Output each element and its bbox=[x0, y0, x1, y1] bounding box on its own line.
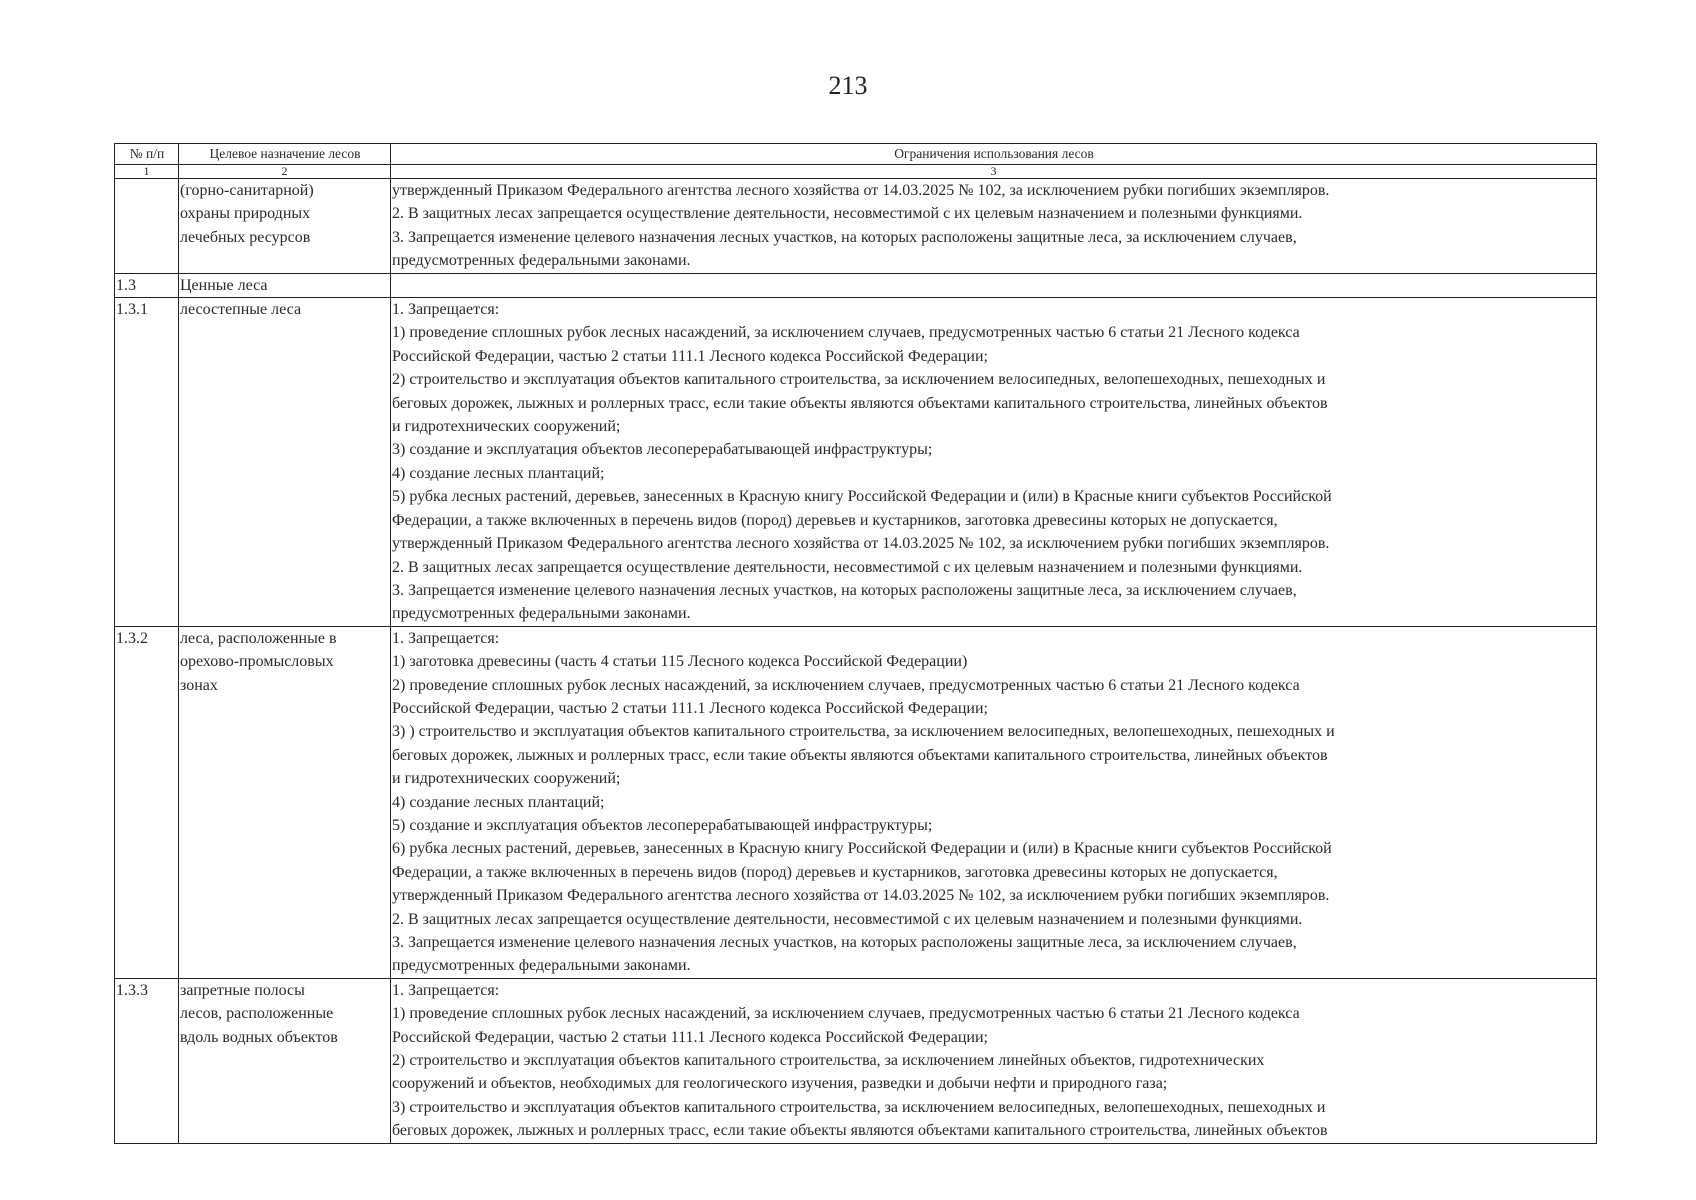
restriction-line: 1. Запрещается: bbox=[392, 301, 500, 319]
restriction-line: Российской Федерации, частью 2 статьи 111.1 Лесного кодекса Российской Федерации; bbox=[392, 699, 988, 717]
forest-purpose-cell bbox=[179, 978, 391, 1143]
restrictions-cell bbox=[391, 978, 1597, 1143]
restriction-line: утвержденный Приказом Федерального агентства лесного хозяйства от 14.03.2025 № 102, за исключением рубки погибших экземпляров. bbox=[392, 535, 1330, 553]
restriction-line: 2. В защитных лесах запрещается осуществление деятельности, несовместимой с их целевым назначением и полезными функциями. bbox=[392, 205, 1303, 223]
column-number: 1 bbox=[115, 165, 179, 179]
forest-purpose-line: Ценные леса bbox=[180, 276, 268, 294]
restriction-line: 5) рубка лесных растений, деревьев, занесенных в Красную книгу Российской Федерации и (или) в Красные книги субъектов Российской bbox=[392, 488, 1332, 506]
table-row bbox=[115, 626, 1597, 978]
header-number: № п/п bbox=[115, 144, 179, 165]
restriction-line: предусмотренных федеральными законами. bbox=[392, 957, 691, 975]
column-number: 2 bbox=[179, 165, 391, 179]
header-purpose: Целевое назначение лесов bbox=[179, 144, 391, 165]
restriction-line: и гидротехнических сооружений; bbox=[392, 770, 621, 788]
table-row bbox=[115, 273, 1597, 297]
forest-purpose-cell bbox=[179, 273, 391, 297]
restrictions-cell bbox=[391, 273, 1597, 297]
row-number bbox=[115, 179, 179, 274]
forest-purpose-cell bbox=[179, 179, 391, 274]
restrictions-cell bbox=[391, 626, 1597, 978]
forest-purpose-line: лечебных ресурсов bbox=[180, 228, 311, 246]
table-row bbox=[115, 978, 1597, 1143]
restriction-line: 2) строительство и эксплуатация объектов капитального строительства, за исключением велосипедных, велопешеходных, пешеходных и bbox=[392, 371, 1326, 389]
restriction-line: 1) проведение сплошных рубок лесных насаждений, за исключением случаев, предусмотренных частью 6 статьи 21 Лесного кодекса bbox=[392, 324, 1300, 342]
restriction-line: 3) ) строительство и эксплуатация объектов капитального строительства, за исключением велосипедных, велопешеходных, пешеходных и bbox=[392, 723, 1335, 741]
restriction-line: предусмотренных федеральными законами. bbox=[392, 252, 691, 270]
row-number: 1.3.3 bbox=[115, 978, 179, 1143]
restriction-line: 1) заготовка древесины (часть 4 статьи 115 Лесного кодекса Российской Федерации) bbox=[392, 653, 968, 671]
forest-purpose-line: зонах bbox=[180, 676, 218, 694]
restriction-line: 2. В защитных лесах запрещается осуществление деятельности, несовместимой с их целевым назначением и полезными функциями. bbox=[392, 910, 1303, 928]
page-number: 213 bbox=[828, 71, 868, 100]
column-numbers-row bbox=[115, 165, 1597, 179]
restriction-line: 6) рубка лесных растений, деревьев, занесенных в Красную книгу Российской Федерации и (или) в Красные книги субъектов Российской bbox=[392, 840, 1332, 858]
restriction-line: 3. Запрещается изменение целевого назначения лесных участков, на которых расположены защитные леса, за исключением случаев, bbox=[392, 934, 1297, 951]
forest-purpose-line: орехово-промысловых bbox=[180, 653, 334, 671]
forest-purpose-cell bbox=[179, 298, 391, 627]
header-restrictions: Ограничения использования лесов bbox=[391, 144, 1597, 165]
restrictions-cell bbox=[391, 179, 1597, 274]
restrictions-cell bbox=[391, 298, 1597, 627]
forest-purpose-line: леса, расположенные в bbox=[180, 629, 337, 647]
restriction-line: 1. Запрещается: bbox=[392, 981, 500, 999]
restriction-line: беговых дорожек, лыжных и роллерных трасс, если такие объекты являются объектами капитального строительства, линейных объектов bbox=[392, 394, 1328, 412]
restriction-line: утвержденный Приказом Федерального агентства лесного хозяйства от 14.03.2025 № 102, за исключением рубки погибших экземпляров. bbox=[392, 182, 1330, 199]
row-number: 1.3.2 bbox=[115, 626, 179, 978]
column-number: 3 bbox=[391, 165, 1597, 179]
forest-purpose-line: (горно-санитарной) bbox=[180, 182, 314, 199]
restriction-line: Федерации, а также включенных в перечень видов (пород) деревьев и кустарников, заготовка древесины которых не допускается, bbox=[392, 511, 1278, 529]
restriction-line: беговых дорожек, лыжных и роллерных трасс, если такие объекты являются объектами капитального строительства, линейных объектов bbox=[392, 746, 1328, 764]
restriction-line: 3. Запрещается изменение целевого назначения лесных участков, на которых расположены защитные леса, за исключением случаев, bbox=[392, 228, 1297, 246]
restriction-line: 2) проведение сплошных рубок лесных насаждений, за исключением случаев, предусмотренных частью 6 статьи 21 Лесного кодекса bbox=[392, 676, 1300, 694]
restriction-line: 3) создание и эксплуатация объектов лесоперерабатывающей инфраструктуры; bbox=[392, 441, 933, 459]
forest-purpose-line: запретные полосы bbox=[180, 981, 305, 999]
forest-purpose-line: охраны природных bbox=[180, 205, 311, 223]
forest-purpose-line: вдоль водных объектов bbox=[180, 1028, 338, 1046]
forest-purpose-cell bbox=[179, 626, 391, 978]
restriction-line: предусмотренных федеральными законами. bbox=[392, 605, 691, 623]
restriction-line: 3) строительство и эксплуатация объектов капитального строительства, за исключением велосипедных, велопешеходных, пешеходных и bbox=[392, 1098, 1326, 1116]
restriction-line: беговых дорожек, лыжных и роллерных трасс, если такие объекты являются объектами капитального строительства, линейных объектов bbox=[392, 1122, 1328, 1140]
table-row bbox=[115, 298, 1597, 627]
restriction-line: Федерации, а также включенных в перечень видов (пород) деревьев и кустарников, заготовка древесины которых не допускается, bbox=[392, 863, 1278, 881]
row-number: 1.3 bbox=[115, 273, 179, 297]
restriction-line: 2) строительство и эксплуатация объектов капитального строительства, за исключением линейных объектов, гидротехнических bbox=[392, 1052, 1265, 1070]
restriction-line: 1. Запрещается: bbox=[392, 629, 500, 647]
forest-restrictions-table bbox=[114, 143, 1597, 1144]
restriction-line: сооружений и объектов, необходимых для геологического изучения, разведки и добычи нефти и природного газа; bbox=[392, 1075, 1168, 1093]
forest-purpose-line: лесов, расположенные bbox=[180, 1005, 334, 1023]
restriction-line: утвержденный Приказом Федерального агентства лесного хозяйства от 14.03.2025 № 102, за исключением рубки погибших экземпляров. bbox=[392, 887, 1330, 905]
restriction-line: и гидротехнических сооружений; bbox=[392, 418, 621, 436]
restriction-line: 3. Запрещается изменение целевого назначения лесных участков, на которых расположены защитные леса, за исключением случаев, bbox=[392, 581, 1297, 599]
table-row bbox=[115, 179, 1597, 274]
row-number: 1.3.1 bbox=[115, 298, 179, 627]
forest-purpose-line: лесостепные леса bbox=[180, 301, 302, 319]
restriction-line: 2. В защитных лесах запрещается осуществление деятельности, несовместимой с их целевым назначением и полезными функциями. bbox=[392, 558, 1303, 576]
restriction-line: 4) создание лесных плантаций; bbox=[392, 793, 605, 811]
restriction-line: 4) создание лесных плантаций; bbox=[392, 464, 605, 482]
restriction-line: 1) проведение сплошных рубок лесных насаждений, за исключением случаев, предусмотренных частью 6 статьи 21 Лесного кодекса bbox=[392, 1005, 1300, 1023]
restriction-line: Российской Федерации, частью 2 статьи 111.1 Лесного кодекса Российской Федерации; bbox=[392, 1028, 988, 1046]
restriction-line: 5) создание и эксплуатация объектов лесоперерабатывающей инфраструктуры; bbox=[392, 816, 933, 834]
restriction-line: Российской Федерации, частью 2 статьи 111.1 Лесного кодекса Российской Федерации; bbox=[392, 347, 988, 365]
table-header-row bbox=[115, 144, 1597, 165]
